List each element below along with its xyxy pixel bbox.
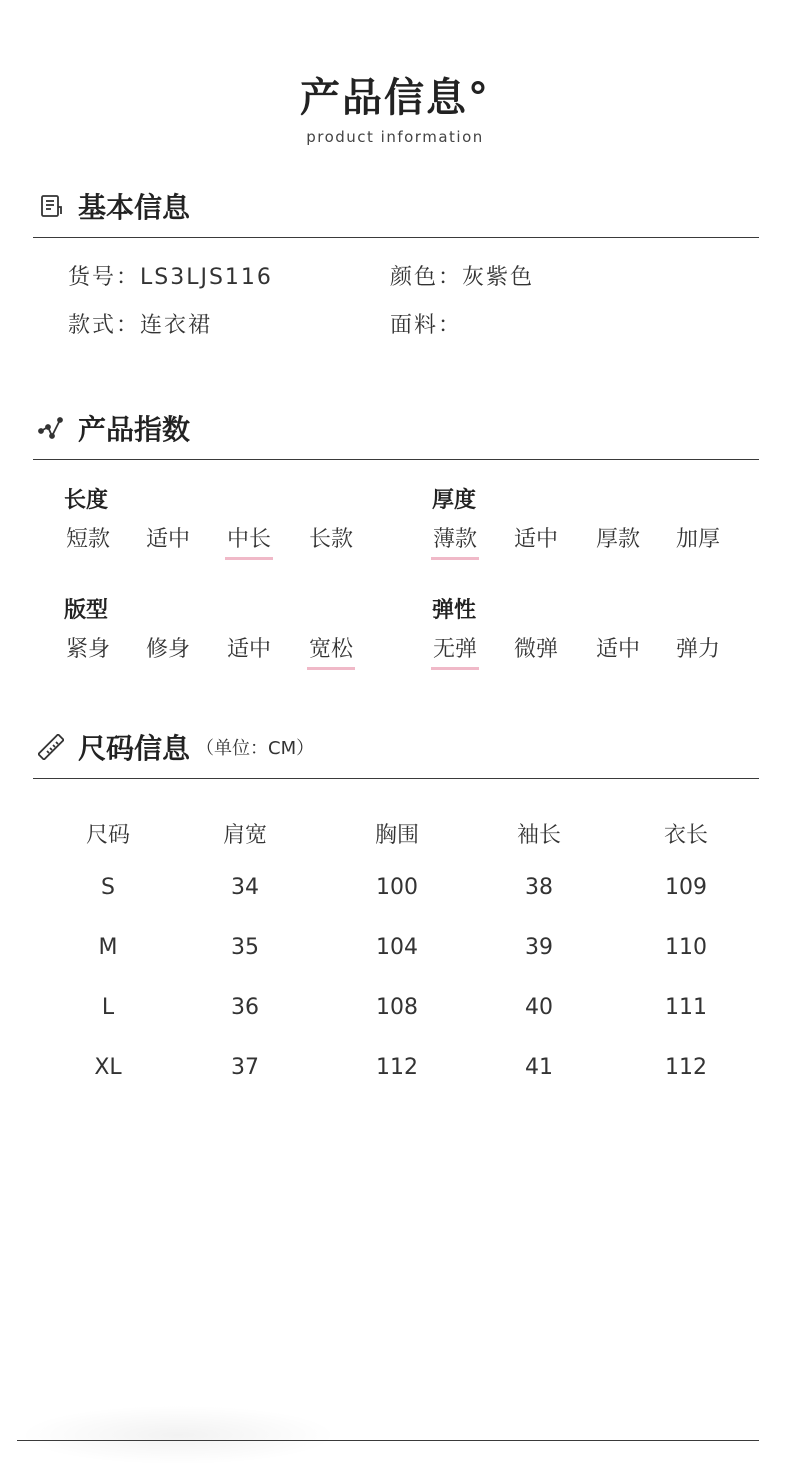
product-index-divider [33, 459, 759, 460]
elasticity-option-selected: 无弹 [425, 632, 485, 663]
color-value: 颜色：灰紫色 [390, 265, 535, 290]
fit-option: 紧身 [65, 637, 110, 662]
item-number: 货号：LS3LJS116 [68, 265, 273, 290]
bottom-divider [17, 1440, 759, 1441]
table-header-cell: 肩宽 [222, 823, 267, 848]
table-cell: 112 [376, 1055, 418, 1080]
thickness-option: 加厚 [675, 527, 720, 552]
fit-label: 版型 [64, 598, 109, 623]
table-header-cell: 衣长 [663, 823, 708, 848]
elasticity-option: 微弹 [513, 637, 558, 662]
fit-option: 修身 [145, 637, 190, 662]
size-info-title: 尺码信息 [78, 732, 191, 765]
table-cell: 35 [231, 935, 259, 960]
basic-info-header [38, 186, 190, 226]
table-cell: 104 [376, 935, 418, 960]
thickness-label: 厚度 [432, 488, 477, 513]
page-title: 产品信息° [300, 75, 490, 121]
product-index-header [38, 408, 190, 448]
length-option: 适中 [145, 527, 190, 552]
table-cell: 37 [231, 1055, 259, 1080]
table-cell: M [98, 935, 118, 960]
elasticity-option: 弹力 [675, 637, 720, 662]
table-cell: 111 [665, 995, 707, 1020]
fit-option: 适中 [226, 637, 271, 662]
table-header-cell: 尺码 [85, 823, 130, 848]
fabric-value: 面料： [390, 313, 463, 338]
page-subtitle: product information [306, 128, 484, 146]
size-info-header [38, 727, 314, 767]
size-unit: （单位：CM） [196, 738, 315, 759]
table-cell: 108 [376, 995, 418, 1020]
length-option: 长款 [308, 527, 353, 552]
elasticity-option: 适中 [595, 637, 640, 662]
table-cell: 39 [525, 935, 553, 960]
table-cell: S [101, 875, 115, 900]
table-cell: 100 [376, 875, 418, 900]
length-option-selected: 中长 [219, 522, 279, 553]
table-cell: 109 [665, 875, 707, 900]
thickness-option-selected: 薄款 [425, 522, 485, 553]
table-cell: 34 [231, 875, 259, 900]
bottom-shadow [18, 1405, 338, 1465]
table-cell: L [101, 995, 115, 1020]
table-cell: 110 [665, 935, 707, 960]
table-header-cell: 胸围 [374, 823, 419, 848]
thickness-option: 厚款 [595, 527, 640, 552]
table-cell: 40 [525, 995, 553, 1020]
chart-icon [38, 415, 64, 441]
basic-info-title: 基本信息 [78, 191, 191, 224]
size-info-divider [33, 778, 759, 779]
length-option: 短款 [65, 527, 110, 552]
style-value: 款式：连衣裙 [68, 313, 213, 338]
product-index-title: 产品指数 [78, 413, 191, 446]
table-cell: 112 [665, 1055, 707, 1080]
length-label: 长度 [64, 488, 109, 513]
elasticity-label: 弹性 [432, 598, 477, 623]
table-cell: XL [94, 1055, 122, 1080]
basic-info-divider [33, 237, 759, 238]
ruler-icon [38, 734, 64, 760]
thickness-option: 适中 [513, 527, 558, 552]
table-cell: 41 [525, 1055, 553, 1080]
fit-option-selected: 宽松 [301, 632, 361, 663]
table-cell: 38 [525, 875, 553, 900]
table-header-cell: 袖长 [516, 823, 561, 848]
table-cell: 36 [231, 995, 259, 1020]
clipboard-icon [38, 193, 64, 219]
